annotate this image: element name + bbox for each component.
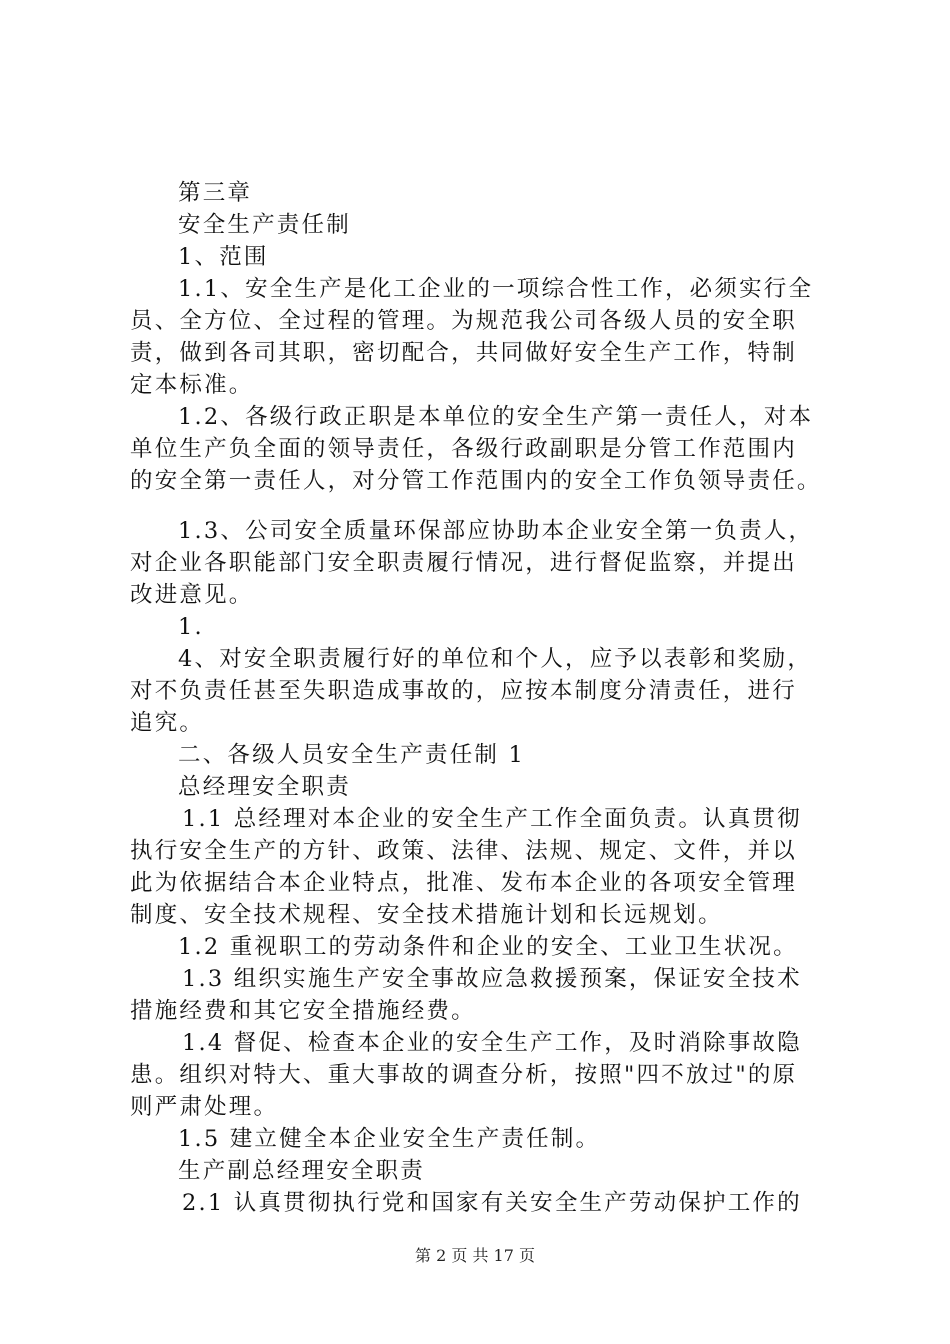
text-line: 患。组织对特大、重大事故的调查分析，按照"四不放过"的原 [130,1062,798,1088]
text-line: 1.5 建立健全本企业安全生产责任制。 [178,1126,601,1152]
text-line: 1.2、各级行政正职是本单位的安全生产第一责任人，对本 [178,404,814,430]
text-line: 制度、安全技术规程、安全技术措施计划和长远规划。 [130,902,723,928]
text-line: 定本标准。 [130,372,254,398]
text-line: 1.2 重视职工的劳动条件和企业的安全、工业卫生状况。 [178,934,798,960]
text-line: 1.1 总经理对本企业的安全生产工作全面负责。认真贯彻 [182,806,802,832]
text-line: 1.4 督促、检查本企业的安全生产工作，及时消除事故隐 [182,1030,802,1056]
text-line: 措施经费和其它安全措施经费。 [130,998,476,1024]
chapter-heading: 第三章 [178,180,253,206]
page-number-footer: 第 2 页 共 17 页 [415,1246,535,1265]
text-line: 追究。 [130,710,205,736]
text-line: 1. [178,614,204,640]
text-line: 此为依据结合本企业特点，批准、发布本企业的各项安全管理 [130,870,797,896]
text-line: 对企业各职能部门安全职责履行情况，进行督促监察，并提出 [130,550,797,576]
text-line: 1.1、安全生产是化工企业的一项综合性工作，必须实行全 [178,276,814,302]
text-line: 责，做到各司其职，密切配合，共同做好安全生产工作，特制 [130,340,797,366]
text-line: 员、全方位、全过程的管理。为规范我公司各级人员的安全职 [130,308,797,334]
section-heading: 1、范围 [178,244,269,270]
text-line: 2.1 认真贯彻执行党和国家有关安全生产劳动保护工作的 [182,1190,802,1216]
text-line: 单位生产负全面的领导责任，各级行政副职是分管工作范围内 [130,436,797,462]
chapter-title: 安全生产责任制 [178,212,351,238]
text-line: 对不负责任甚至失职造成事故的，应按本制度分清责任，进行 [130,678,797,704]
text-line: 1.3 组织实施生产安全事故应急救援预案，保证安全技术 [182,966,802,992]
text-line: 的安全第一责任人，对分管工作范围内的安全工作负领导责任。 [130,468,822,494]
subsection-heading: 生产副总经理安全职责 [178,1158,426,1184]
text-line: 执行安全生产的方针、政策、法律、法规、规定、文件，并以 [130,838,797,864]
subsection-heading: 总经理安全职责 [178,774,351,800]
text-line: 改进意见。 [130,582,254,608]
text-line: 4、对安全职责履行好的单位和个人，应予以表彰和奖励， [178,646,813,672]
section-heading: 二、各级人员安全生产责任制 1 [178,742,525,768]
text-line: 则严肃处理。 [130,1094,279,1120]
text-line: 1.3、公司安全质量环保部应协助本企业安全第一负责人， [178,518,814,544]
